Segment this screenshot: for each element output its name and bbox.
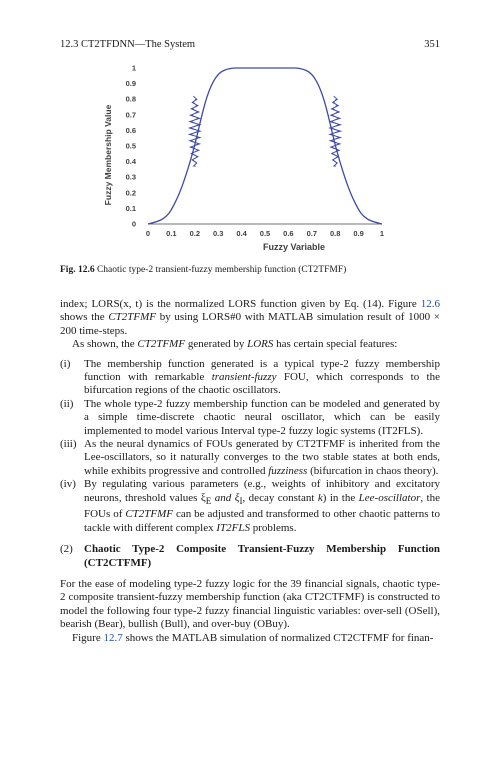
x-tick-label: 0 [145,229,151,238]
y-tick-label: 0.3 [125,172,136,182]
p1-text-a: index; LORS(x, t) is the normalized LORS function given by Eq. (14). Figure [60,298,421,310]
y-tick-label: 0.5 [125,141,136,151]
list-item-emphasis: fuzziness [268,464,308,477]
y-tick-label: 0.6 [125,125,136,135]
list-item-emphasis: transient-fuzzy [211,371,277,384]
p2-emphasis-1: CT2TFMF [137,338,186,351]
x-tick-label: 0.4 [236,229,247,238]
y-tick-label: 0.4 [125,157,136,167]
running-header [60,38,440,52]
body-text [60,298,440,645]
p2-text-c: has certain special features: [273,338,398,351]
paragraph-4 [60,632,440,645]
x-tick-label: 0.3 [212,229,224,238]
list-item-text: The whole type-2 fuzzy membership function can be modeled and generated by a simple time-discrete chaotic neural oscillator, which can be easily implemented to model various Interval type-2 fuzzy logic systems (IT2FLS). [84,397,440,437]
y-tick-labels [126,64,137,229]
y-tick-label: 0.1 [125,203,136,213]
bifurcation-regions [189,96,340,166]
figure-link-12-7[interactable]: 12.7 [103,631,123,644]
x-tick-label: 0.1 [166,229,177,238]
p2-text-a: As shown, the [72,338,138,351]
x-tick-labels [146,229,384,238]
p4-text-a: Figure [72,631,104,644]
ct2tfmf-emphasis: CT2TFMF [125,508,174,521]
caption-label: Fig. 12.6 [60,265,95,275]
list-item-text-d: , the FOUs of [84,491,440,521]
p1-text-c: by using LORS#0 with MATLAB simulation result of 1000 × 200 time-steps. [60,311,440,337]
list-item-text-end: FOU, which corresponds to the bifurcation regions of the chaotic oscillators. [84,371,440,397]
x-tick-label: 0.7 [306,229,318,238]
y-tick-label: 0 [131,219,136,229]
p2-text-b: generated by [185,338,248,351]
it2fls-emphasis: IT2FLS [216,521,250,534]
subscript-e: E [205,495,212,506]
list-item [60,398,440,438]
x-tick-label: 0.6 [283,229,294,238]
paragraph-1 [60,298,440,338]
subscript-i: I [239,495,243,506]
lee-oscillator-emphasis: Lee-oscillator [358,491,421,504]
x-tick-label: 0.9 [353,229,364,238]
y-tick-label: 0.9 [125,79,136,89]
list-item-text-end: (bifurcation in chaos theory). [307,464,439,477]
section-heading-title: Chaotic Type-2 Composite Transient-Fuzzy Membership Function (CT2CTFMF) [84,543,440,569]
x-tick-label: 0.8 [329,229,341,238]
list-item-text-c: ) in the [322,491,359,504]
feature-list [60,358,440,535]
figure-link-12-6[interactable]: 12.6 [420,298,440,310]
figure-chart [60,58,440,258]
paragraph-2 [60,338,440,351]
list-item-number: (iv) [60,478,76,491]
y-tick-label: 1 [131,63,136,73]
membership-curve [148,68,382,224]
section-number: (2) [60,543,73,556]
decay-constant-k: k [317,491,323,504]
x-tick-label: 0.5 [259,229,271,238]
list-item-text-and: and ξ [211,491,240,504]
list-item-text: As the neural dynamics of FOUs generated by CT2TFMF is inherited from the Lee-oscillators, so it naturally converges to the two stable states at both ends, while exhibits progressive and controlled [84,438,440,477]
p1-emphasis: CT2TFMF [108,311,157,324]
list-item-text: The membership function generated is a typical type-2 fuzzy membership function with remarkable [84,357,440,384]
list-item [60,438,440,478]
list-item-text-b: , decay constant [242,491,318,504]
x-axis-label: Fuzzy Variable [262,242,326,252]
page-number: 351 [424,39,440,50]
list-item-text-e: can be adjusted and transformed to other chaotic patterns to tackle with different complex [84,508,440,534]
p4-text-b: shows the MATLAB simulation of normalized CT2CTFMF for finan- [122,631,434,644]
list-item-text-f: problems. [250,521,297,534]
list-item [60,358,440,398]
list-item-number: (ii) [60,397,74,410]
y-tick-label: 0.7 [125,110,136,120]
paragraph-3: For the ease of modeling type-2 fuzzy logic for the 39 financial signals, chaotic type-2 composite transient-fuzzy membership function (aka CT2CTFMF) is constructed to model the following four type-2 fuzzy financial linguistic variables: over-sell (OSell), bearish (Bear), bullish (Bull), and over-buy (OBuy). [60,577,440,631]
y-axis-label: Fuzzy Membership Value [103,104,113,206]
y-tick-label: 0.2 [125,188,136,198]
list-item-number: (i) [60,357,71,370]
p2-emphasis-2: LORS [247,338,274,351]
list-item-text: By regulating various parameters (e.g., weights of inhibitory and excitatory neurons, threshold values ξ [84,478,440,504]
figure-caption [60,264,440,276]
y-tick-label: 0.8 [125,94,136,104]
section-heading [60,543,440,570]
list-item [60,478,440,535]
x-tick-label: 1 [379,229,385,238]
membership-function-chart [60,58,440,258]
list-item-number: (iii) [60,438,77,451]
x-tick-label: 0.2 [189,229,201,238]
caption-text: Chaotic type-2 transient-fuzzy membership function (CT2TFMF) [96,265,347,275]
section-title-header: 12.3 CT2TFDNN—The System [60,39,196,50]
p1-text-b: shows the [60,311,109,324]
